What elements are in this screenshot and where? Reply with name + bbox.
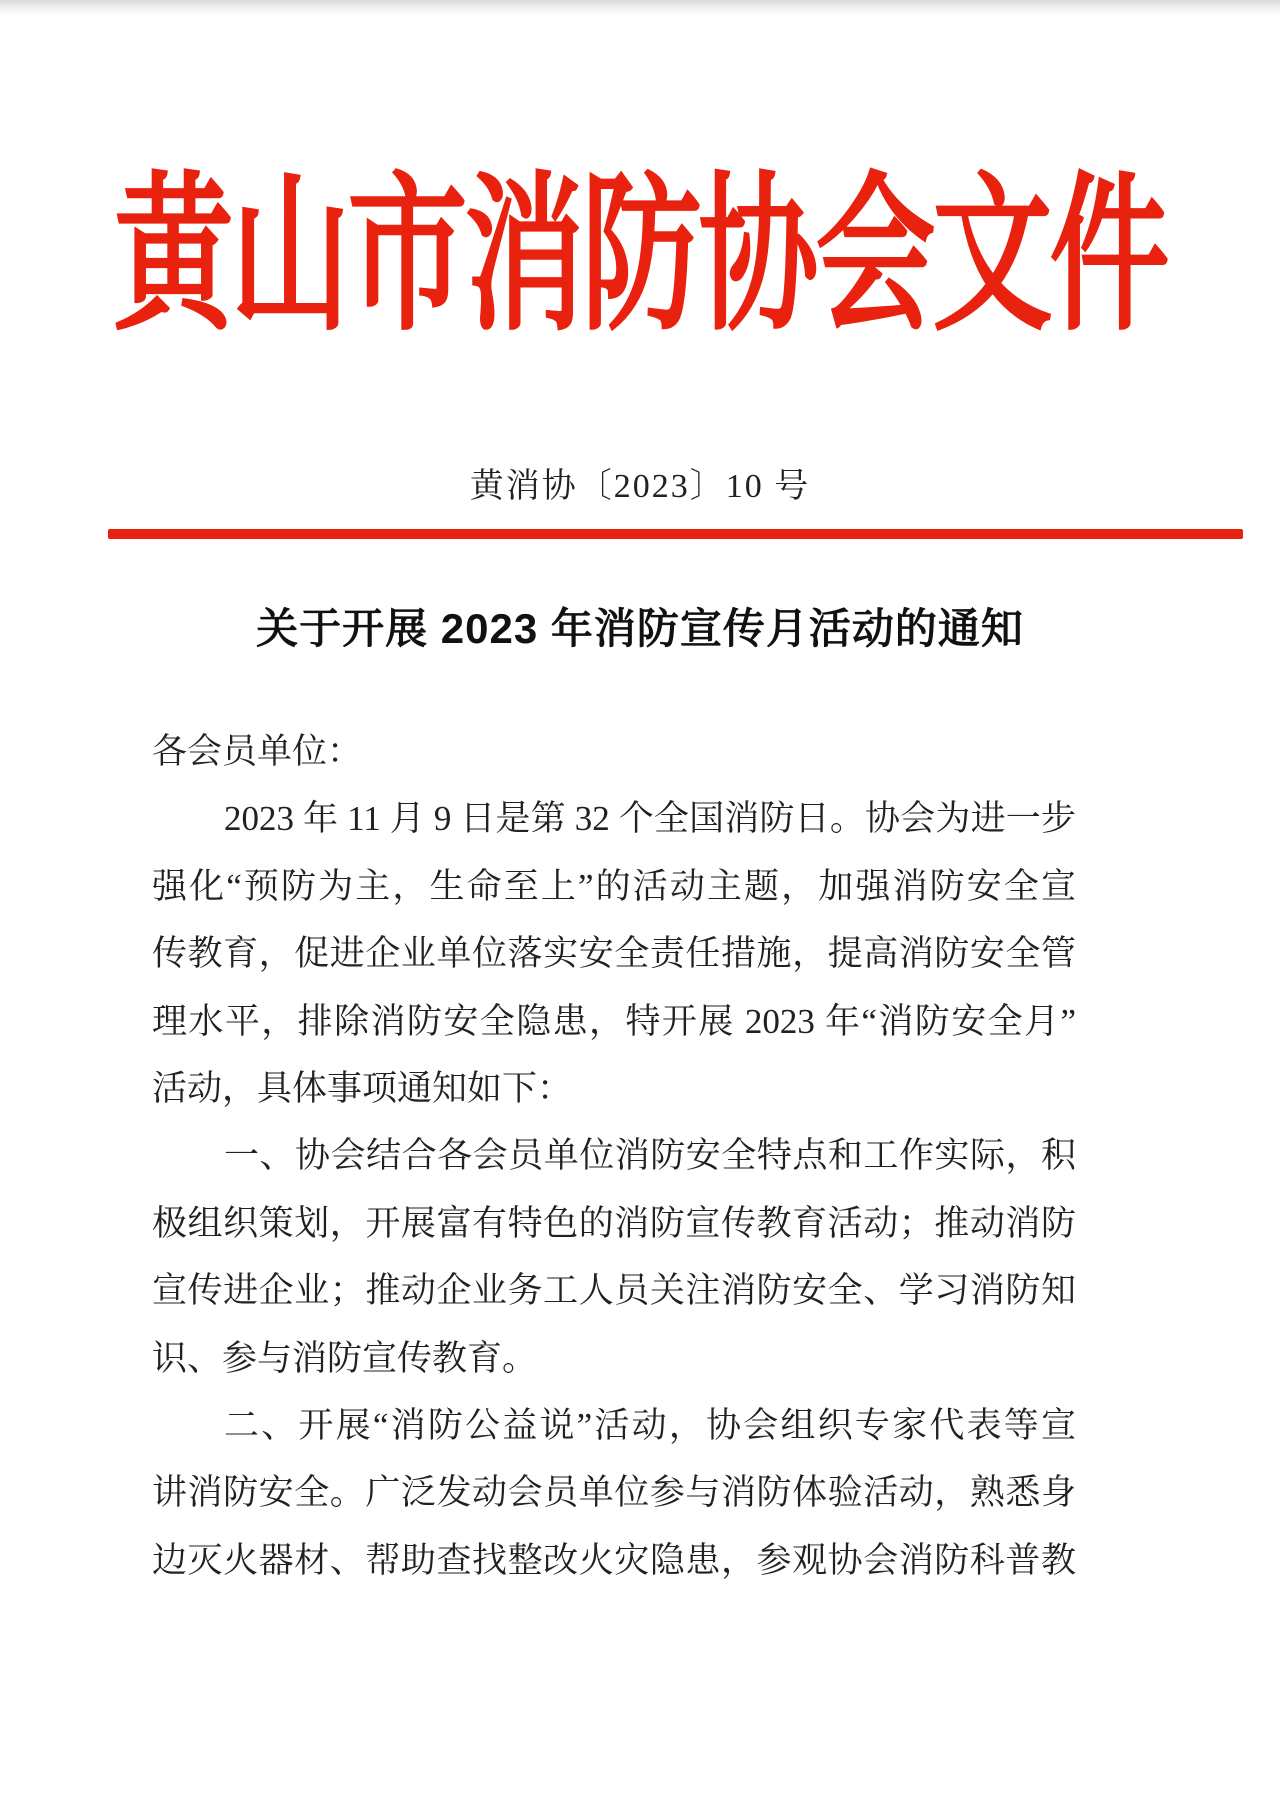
org-header-title: 黄山市消防协会文件 [113, 162, 1167, 351]
body-line: 理水平，排除消防安全隐患，特开展 2023 年“消防安全月” [152, 1001, 1076, 1041]
body-line: 各会员单位： [152, 732, 363, 771]
body-line: 强化“预防为主，生命至上”的活动主题，加强消防安全宣 [152, 866, 1076, 906]
body-line: 边灭火器材、帮助查找整改火灾隐患，参观协会消防科普教 [152, 1540, 1076, 1580]
body-line: 极组织策划，开展富有特色的消防宣传教育活动；推动消防 [152, 1203, 1076, 1243]
body-line: 活动，具体事项通知如下： [152, 1068, 573, 1108]
body-line: 2023 年 11 月 9 日是第 32 个全国消防日。协会为进一步 [224, 799, 1076, 839]
body-line: 讲消防安全。广泛发动会员单位参与消防体验活动，熟悉身 [152, 1473, 1076, 1513]
body-lines [152, 722, 1076, 1598]
document-title: 关于开展 2023 年消防宣传月活动的通知 [256, 605, 1024, 652]
body-line: 宣传进企业；推动企业务工人员关注消防安全、学习消防知 [152, 1271, 1076, 1311]
scan-edge-artifact [0, 0, 1280, 16]
body-line: 传教育，促进企业单位落实安全责任措施，提高消防安全管 [152, 934, 1076, 974]
doc-number: 黄消协〔2023〕10 号 [469, 468, 811, 505]
body-line: 二、开展“消防公益说”活动，协会组织专家代表等宣 [224, 1405, 1076, 1445]
red-separator-line [108, 529, 1243, 539]
body-line: 识、参与消防宣传教育。 [152, 1338, 538, 1378]
body-line: 一、协会结合各会员单位消防安全特点和工作实际，积 [224, 1136, 1076, 1176]
